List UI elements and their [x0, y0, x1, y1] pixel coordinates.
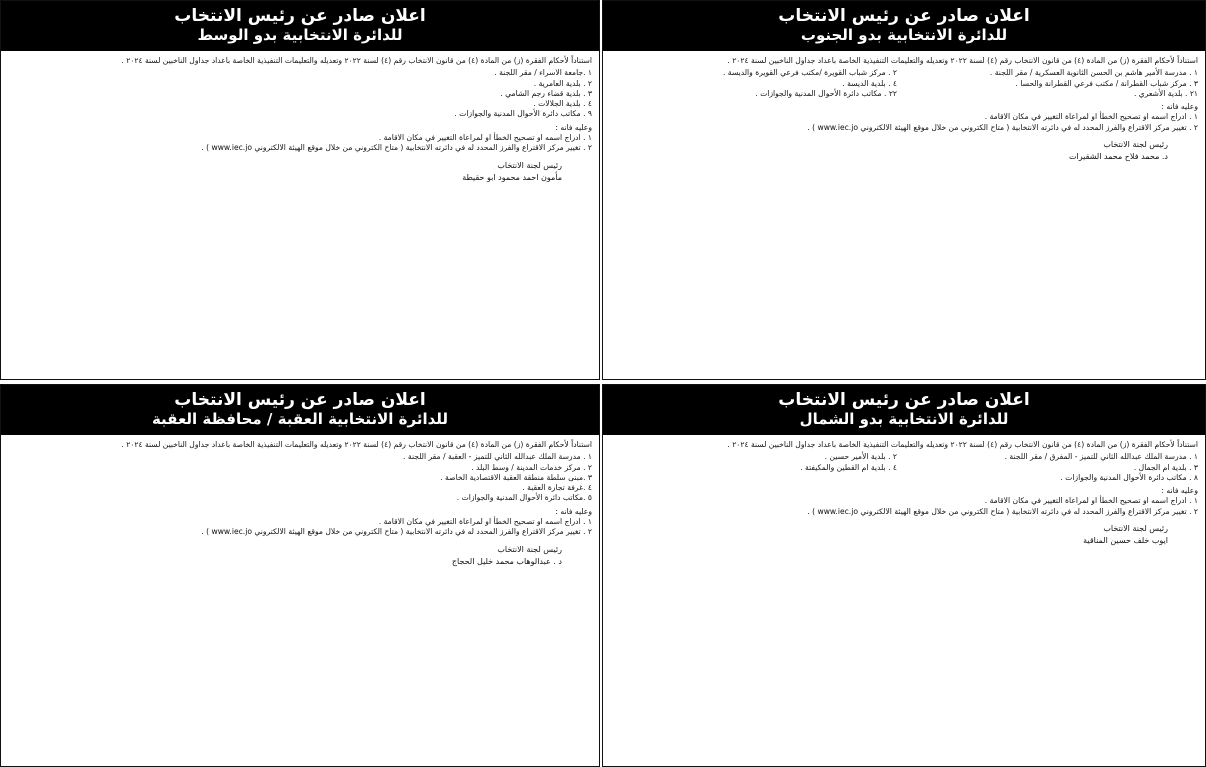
point-item: ٢ . تغيير مركز الاقتراع والفرز المحدد له في دائرته الانتخابية ( متاح الكتروني من خلال موقع الهيئة الالكتروني www.iec.jo ) .: [807, 122, 1198, 132]
site-item: ٨ . مكاتب دائرة الأحوال المدنية والجوازات .: [1060, 472, 1198, 482]
notice-title: اعلان صادر عن رئيس الانتخاب: [778, 390, 1030, 410]
point-item: ١ . ادراج اسمه او تصحيح الخطأ او لمراعاة التغيير في مكان الاقامة .: [984, 112, 1198, 122]
site-item: ٢ . مركز شباب القويرة /مكتب فرعي القويرة والديسة .: [722, 68, 897, 78]
site-item: ٥ .مكاتب دائرة الأحوال المدنية والجوازات .: [456, 493, 592, 503]
signature: [610, 523, 1198, 547]
site-item: ١ . مدرسة الأمير هاشم بن الحسن الثانوية العسكرية / مقر اللجنة .: [989, 68, 1198, 78]
point-item: ١ . ادراج اسمه او تصحيح الخطأ او لمراعاة التغيير في مكان الاقامة .: [984, 496, 1198, 506]
site-item: ٢١ . بلدية الأشعري .: [1133, 88, 1198, 98]
signature-name: مأمون احمد محمود ابو حقيطة: [462, 172, 562, 182]
notice-subtitle: للدائرة الانتخابية بدو الوسط: [197, 26, 403, 44]
point-item: ١ . ادراج اسمه او تصحيح الخطأ او لمراعاة التغيير في مكان الاقامة .: [378, 133, 592, 143]
notice-body: [1, 51, 599, 189]
notice-intro: استناداً لأحكام الفقرة (ز) من المادة (٤) من قانون الانتخاب رقم (٤) لسنة ٢٠٢٢ وتعديله والتعليمات التنفيذية الخاصة باعداد جداول الناخبين لسنة ٢٠٢٤ .: [121, 440, 592, 449]
signature-title: رئيس لجنة الانتخاب: [497, 544, 562, 554]
site-item: ٢ . مركز خدمات المدينة / وسط البلد .: [471, 462, 592, 472]
site-item: ١ . مدرسة الملك عبدالله الثاني للتميز - العقبة / مقر اللجنة .: [403, 452, 592, 462]
site-item: ٤ . بلدية الديسة .: [842, 78, 897, 88]
notice-body: [603, 51, 1205, 168]
notice-north-bedouin: [602, 384, 1206, 767]
sites-list: [8, 68, 592, 119]
site-item: ٢ . بلدية الأمير حسين .: [824, 452, 897, 462]
signature-title: رئيس لجنة الانتخاب: [1103, 524, 1168, 534]
notice-banner: [1, 385, 599, 435]
notice-title: اعلان صادر عن رئيس الانتخاب: [778, 6, 1030, 26]
site-item: ٣ . مركز شباب القطرانة / مكتب فرعي القطرانة والحسا .: [1015, 78, 1198, 88]
site-item: ٩ . مكاتب دائرة الأحوال المدنية والجوازات .: [454, 109, 592, 119]
notice-title: اعلان صادر عن رئيس الانتخاب: [174, 390, 426, 410]
notice-subtitle: للدائرة الانتخابية بدو الشمال: [799, 410, 1009, 428]
notice-intro: استناداً لأحكام الفقرة (ز) من المادة (٤) من قانون الانتخاب رقم (٤) لسنة ٢٠٢٢ وتعديله والتعليمات التنفيذية الخاصة باعداد جداول الناخبين لسنة ٢٠٢٤ .: [121, 56, 592, 65]
signature-title: رئيس لجنة الانتخاب: [1103, 140, 1168, 150]
notice-body: [603, 435, 1205, 552]
notice-intro: استناداً لأحكام الفقرة (ز) من المادة (٤) من قانون الانتخاب رقم (٤) لسنة ٢٠٢٢ وتعديله والتعليمات التنفيذية الخاصة باعداد جداول الناخبين لسنة ٢٠٢٤ .: [727, 56, 1198, 65]
sites-list: [610, 452, 1198, 483]
point-item: ٢ . تغيير مركز الاقتراع والفرز المحدد له في دائرته الانتخابية ( متاح الكتروني من خلال موقع الهيئة الالكتروني www.iec.jo ) .: [201, 143, 592, 153]
point-item: ٢ . تغيير مركز الاقتراع والفرز المحدد له في دائرته الانتخابية ( متاح الكتروني من خلال موقع الهيئة الالكتروني www.iec.jo ) .: [807, 506, 1198, 516]
notice-banner: [1, 1, 599, 51]
notice-subtitle: للدائرة الانتخابية بدو الجنوب: [800, 26, 1008, 44]
point-item: ٢ . تغيير مركز الاقتراع والفرز المحدد له في دائرته الانتخابية ( متاح الكتروني من خلال موقع الهيئة الالكتروني www.iec.jo ) .: [201, 527, 592, 537]
notice-intro: استناداً لأحكام الفقرة (ز) من المادة (٤) من قانون الانتخاب رقم (٤) لسنة ٢٠٢٢ وتعديله والتعليمات التنفيذية الخاصة باعداد جداول الناخبين لسنة ٢٠٢٤ .: [727, 440, 1198, 449]
site-item: ٤ . بلدية ام القطين والمكيفتة .: [800, 462, 897, 472]
site-item: ١ . مدرسة الملك عبدالله الثاني للتميز - المفرق / مقر اللجنة .: [1004, 452, 1198, 462]
notice-banner: [603, 1, 1205, 51]
site-item: ٣ .مبنى سلطة منطقة العقبة الاقتصادية الخاصة .: [440, 472, 592, 482]
notice-banner: [603, 385, 1205, 435]
site-item: ٢٢ . مكاتب دائرة الأحوال المدنية والجوازات .: [755, 88, 897, 98]
notice-title: اعلان صادر عن رئيس الانتخاب: [174, 6, 426, 26]
point-item: ١ . ادراج اسمه او تصحيح الخطأ او لمراعاة التغيير في مكان الاقامة .: [378, 517, 592, 527]
site-item: ٢ . بلدية العامرية .: [533, 78, 592, 88]
site-item: ٤ .غرفة تجارة العقبة .: [522, 483, 592, 493]
site-item: ٤ . بلدية الجلالات .: [533, 99, 592, 109]
notice-body: [1, 435, 599, 573]
notice-south-bedouin: [602, 0, 1206, 380]
signature-name: د . عبدالوهاب محمد خليل الحجاج: [451, 556, 562, 566]
notice-central-bedouin: [0, 0, 600, 380]
closing-line: وعليه فانه :: [555, 122, 592, 132]
site-item: ٣ . بلدية قضاء رجم الشامي .: [500, 88, 592, 98]
closing-line: وعليه فانه :: [555, 506, 592, 516]
signature: [8, 544, 592, 568]
signature-name: ايوب خلف حسين المناقية: [1083, 536, 1168, 546]
site-item: ١ .جامعة الاسراء / مقر اللجنة .: [494, 68, 592, 78]
signature-title: رئيس لجنة الانتخاب: [497, 160, 562, 170]
closing-line: وعليه فانه :: [1161, 102, 1198, 112]
sites-list: [610, 68, 1198, 99]
notice-aqaba: [0, 384, 600, 767]
signature: [8, 160, 592, 184]
site-item: ٣ . بلدية ام الجمال .: [1133, 462, 1198, 472]
signature: [610, 139, 1198, 163]
signature-name: د. محمد فلاح محمد الشقيرات: [1068, 152, 1168, 162]
closing-line: وعليه فانه :: [1161, 486, 1198, 496]
notice-subtitle: للدائرة الانتخابية العقبة / محافظة العقبة: [151, 410, 449, 428]
sites-list: [8, 452, 592, 503]
